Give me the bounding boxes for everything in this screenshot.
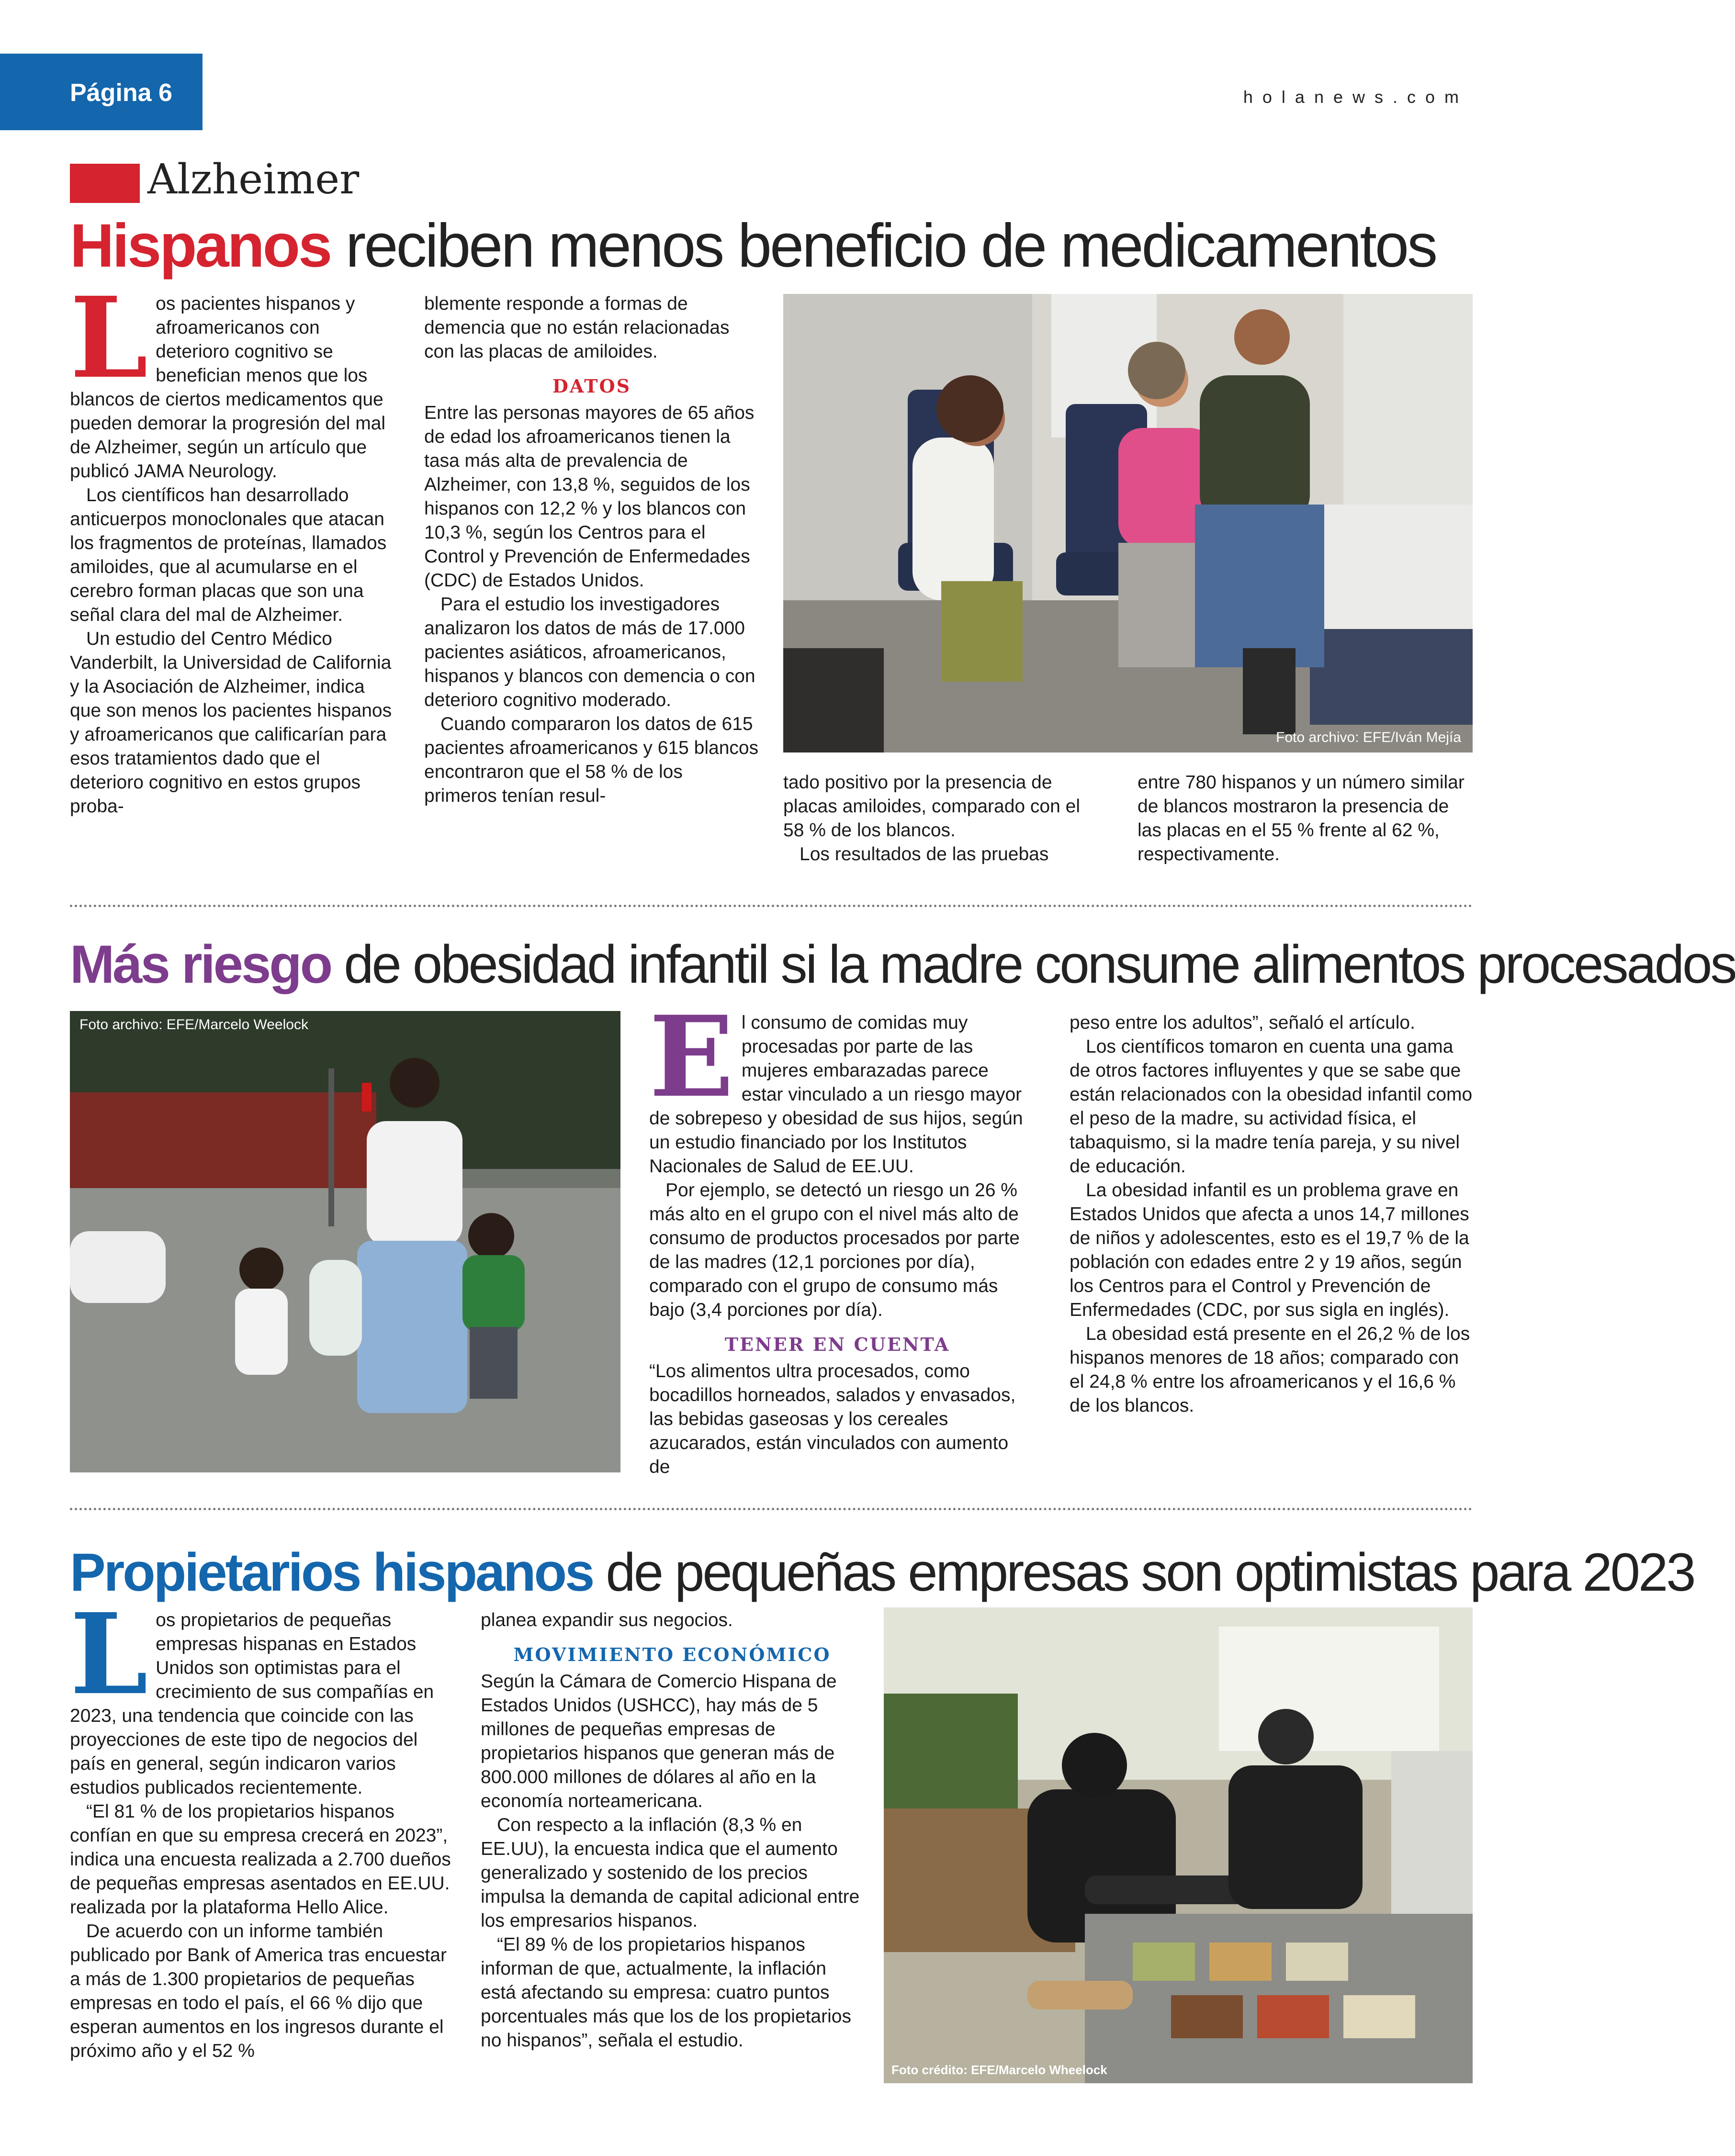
article3-column-1 (70, 1589, 456, 2063)
article1-kicker: Alzheimer (147, 156, 360, 203)
paragraph: Los científicos tomaron en cuenta una gama de otros factores influyentes y que se sabe que están relacionados con la obesidad infantil como el peso de la madre, su actividad física, el tabaquismo, si la madre tenía pareja, y su nivel de educación. (1070, 1036, 1473, 1177)
paragraph: l consumo de comidas muy procesadas por parte de las mujeres embarazadas parece estar vinculado a un riesgo mayor de sobrepeso y obesidad de sus hijos, según un estudio financiado por los Institutos Nacionales de Salud de EE.UU. (649, 1012, 1023, 1177)
paragraph: “El 81 % de los propietarios hispanos confían en que su empresa crecerá en 2023”, indica una encuesta realizada a 2.700 dueños de pequeñas empresas asentados en EE.UU. realizada por la plataforma Hello Alice. (70, 1801, 451, 1918)
paragraph: “El 89 % de los propietarios hispanos informan de que, actualmente, la inflación está afectando su empresa: cuatro puntos porcentuales más que los de los propietarios no hispanos”, señala el estudio. (481, 1934, 851, 2051)
paragraph: La obesidad está presente en el 26,2 % de los hispanos menores de 18 años; comparado con el 24,8 % entre los afroamericanos y el 16,6 % de los blancos. (1070, 1324, 1470, 1416)
site-url[interactable]: holanews.com (1243, 87, 1468, 107)
paragraph: entre 780 hispanos y un número similar de blancos mostraron la presencia de las placas en el 55 % frente al 62 %, respectivamente. (1138, 772, 1465, 865)
paragraph: Los científicos han desarrollado anticuerpos monoclonales que atacan los fragmentos de proteínas, llamados amiloides, que al acumularse en el cerebro forman placas que son una señal clara del mal de Alzheimer. (70, 485, 387, 625)
paragraph: De acuerdo con un informe también publicado por Bank of America tras encuestar a más de 1.300 propietarios de pequeñas empresas en todo el país, el 66 % dijo que esperan aumentos en los ingresos durante el próximo año y el 52 % (70, 1921, 447, 2061)
paragraph: Entre las personas mayores de 65 años de edad los afroamericanos tienen la tasa más alta de prevalencia de Alzheimer, con 13,8 %, seguidos de los hispanos con 12,2 % y los blancos con 10,3 %, según los Centros para el Control y Prevención de Enfermedades (CDC) de Estados Unidos. (424, 403, 755, 591)
photo-credit: Foto archivo: EFE/Iván Mejía (1276, 730, 1461, 745)
article3-headline (70, 1541, 1694, 1603)
clinic-photo (783, 294, 1473, 752)
headline-emphasis: Hispanos (70, 212, 331, 280)
page-number: Página 6 (70, 79, 172, 107)
dropcap: E (649, 991, 734, 1122)
dropcap: L (70, 1589, 148, 1719)
paragraph: Para el estudio los investigadores analizaron los datos de más de 17.000 pacientes asiáticos, afroamericanos, hispanos y blancos con demencia o con deterioro cognitivo moderado. (424, 594, 755, 710)
article1-column-1 (70, 272, 394, 819)
kicker-block (70, 164, 140, 203)
restaurant-photo (884, 1607, 1473, 2083)
photo-credit: Foto crédito: EFE/Marcelo Wheelock (891, 2063, 1107, 2077)
paragraph: os propietarios de pequeñas empresas hispanas en Estados Unidos son optimistas para el crecimiento de sus compañías en 2023, una tendencia que coincide con las proyecciones de este tipo de negocios del país en general, según indicaron varios estudios publicados recientemente. (70, 1610, 434, 1798)
article1-column-2 (424, 292, 759, 808)
headline-text: de pequeñas empresas son optimistas para 2023 (593, 1542, 1694, 1602)
paragraph: os pacientes hispanos y afroamericanos con deterioro cognitivo se benefician menos que los blancos de ciertos medicamentos que pueden demorar la progresión del mal de Alzheimer, según un artículo que publicó JAMA Neurology. (70, 293, 386, 482)
paragraph: tado positivo por la presencia de placas amiloides, comparado con el 58 % de los blancos. (783, 772, 1081, 841)
article2-column-1 (649, 991, 1025, 1479)
paragraph: peso entre los adultos”, señaló el artículo. (1070, 1012, 1415, 1033)
section-divider (70, 905, 1473, 907)
headline-text: reciben menos beneficio de medicamentos (330, 212, 1436, 280)
photo-credit: Foto archivo: EFE/Marcelo Weelock (79, 1017, 308, 1033)
article1-column-3 (783, 771, 1104, 866)
section-divider (70, 1508, 1473, 1510)
paragraph: planea expandir sus negocios. (481, 1610, 733, 1630)
paragraph: Por ejemplo, se detectó un riesgo un 26 % más alto en el grupo con el nivel más alto de consumo de productos procesados por parte de las madres (12,1 porciones por día), comparado con el grupo de consumo más bajo (3,4 porciones por día). (649, 1180, 1020, 1320)
subhead: TENER EN CUENTA (724, 1334, 950, 1355)
paragraph: Un estudio del Centro Médico Vanderbilt, la Universidad de California y la Asociación de Alzheimer, indica que son menos los pacientes hispanos y afroamericanos que calificarían para esos tratamientos dado que el deterioro cognitivo en estos grupos proba- (70, 629, 392, 817)
subhead: DATOS (552, 375, 631, 397)
paragraph: “Los alimentos ultra procesados, como bocadillos horneados, salados y envasados, las bebidas gaseosas y los cereales azucarados, están vinculados con aumento de (649, 1361, 1016, 1477)
headline-text: de obesidad infantil si la madre consume alimentos procesados (331, 934, 1735, 994)
paragraph: La obesidad infantil es un problema grave en Estados Unidos que afecta a unos 14,7 millones de niños y adolescentes, esto es el 19,7 % de la población con edades entre 2 y 19 años, según los Centros para el Control y Prevención de Enfermedades (CDC, por sus sigla en inglés). (1070, 1180, 1469, 1320)
page-number-tab (0, 54, 203, 130)
headline-emphasis: Más riesgo (70, 934, 331, 994)
paragraph: Cuando compararon los datos de 615 pacientes afroamericanos y 615 blancos encontraron que el 58 % de los primeros tenían resul- (424, 714, 759, 806)
headline-emphasis: Propietarios hispanos (70, 1542, 593, 1602)
paragraph: Con respecto a la inflación (8,3 % en EE.UU), la encuesta indica que el aumento generalizado y sostenido de los precios impulsa la demanda de capital adicional entre los empresarios hispanos. (481, 1815, 860, 1931)
article2-headline (70, 933, 1735, 995)
dropcap: L (70, 272, 148, 403)
article2-column-2 (1070, 1011, 1473, 1418)
paragraph: Los resultados de las pruebas (800, 844, 1049, 865)
subhead: MOVIMIENTO ECONÓMICO (513, 1644, 831, 1665)
paragraph: blemente responde a formas de demencia que no están relacionadas con las placas de amiloides. (424, 293, 730, 362)
family-walking-photo (70, 1011, 620, 1472)
article1-headline (70, 211, 1436, 281)
paragraph: Según la Cámara de Comercio Hispana de Estados Unidos (USHCC), hay más de 5 millones de pequeñas empresas de propietarios hispanos que generan más de 800.000 millones de dólares al año en la economía norteamericana. (481, 1671, 837, 1811)
article3-column-2 (481, 1608, 864, 2053)
article1-column-4 (1138, 771, 1471, 866)
